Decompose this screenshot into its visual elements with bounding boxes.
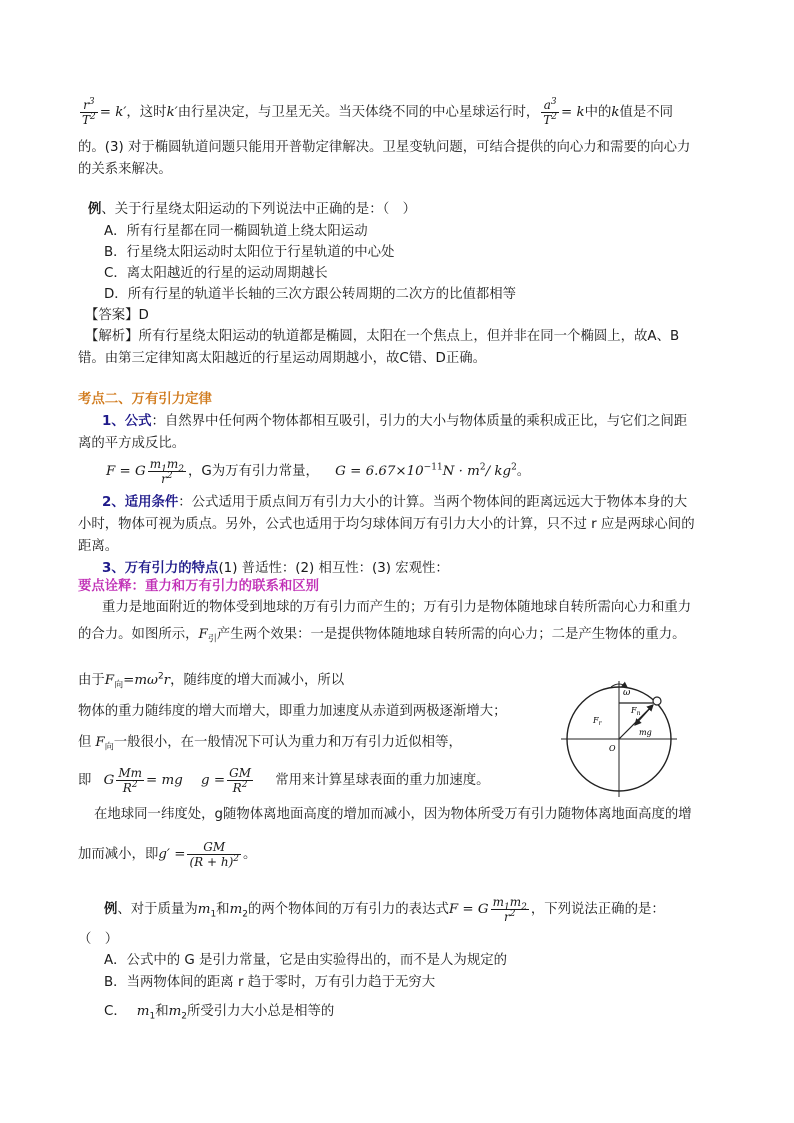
fraction-Mm-R2: $\frac{Mm}{R^2}$ xyxy=(118,765,143,795)
kepler-line-2: 的。(3) 对于椭圆轨道问题只能用开普勒定律解决。卫星变轨问题，可结合提供的向心力和需要的向心力 xyxy=(78,140,691,155)
gravitation-formula: F = G $\frac{m_1m_2}{r^2}$ ，G为万有引力常量， $G = 6.67\times 10^{-11}N \cdot m^2/$ $kg^2$。 xyxy=(106,456,531,486)
example-2-option-c: C． $m_1$和$m_2$所受引力大小总是相等的 xyxy=(104,1004,335,1022)
fr-label: $F_r$ xyxy=(593,716,602,727)
example-2-option-a: A．公式中的 G 是引力常量，它是由实验得出的，而不是人为规定的 xyxy=(104,953,507,968)
fraction-GM-R2: $\frac{GM}{R^2}$ xyxy=(229,765,251,795)
formula-paragraph-2: 离的平方成反比。 xyxy=(78,436,186,451)
example-2-question: 例、对于质量为$m_1$和$m_2$的两个物体间的万有引力的表达式F = G $\frac{m_1m_2}{r^2}$ ，下列说法正确的是： xyxy=(104,894,665,924)
earth-diagram-svg xyxy=(553,679,693,801)
mg-label: mg xyxy=(639,728,652,737)
example-1-option-c: C．离太阳越近的行星的运动周期越长 xyxy=(104,266,328,281)
applicability-paragraph-2: 小时，物体可视为质点。另外，公式也适用于均匀球体间万有引力大小的计算，只不过 r 应是两球心间的 xyxy=(78,517,695,532)
origin-label: O xyxy=(609,744,616,753)
g-constant: $G = 6.67\times 10^{-11}N \cdot m^2/$ $kg^2$ xyxy=(335,462,517,479)
fraction-GM-Rh2: $\frac{GM}{(R + h)^2}$ xyxy=(189,839,239,869)
example-1-analysis-1: 【解析】所有行星绕太阳运动的轨道都是椭圆，太阳在一个焦点上，但并非在同一个椭圆上，故A、B xyxy=(85,329,680,344)
characteristics-line: 3、万有引力的特点(1) 普适性：(2) 相互性：(3) 宏观性： xyxy=(102,561,449,576)
example-1-option-a: A．所有行星都在同一椭圆轨道上绕太阳运动 xyxy=(104,224,368,239)
fraction-a3-T2: $\frac{a^3}{T^2}$ xyxy=(543,96,558,127)
gravity-paragraph-2: 的合力。如图所示，$F_引$产生两个效果：一是提供物体随地球自转所需的向心力；二是产生物体的重力。 xyxy=(78,627,686,645)
fraction-r3-T2: $\frac{r^3}{T^2}$ xyxy=(82,96,96,127)
fraction-m1m2-r2-example: $\frac{m_1m_2}{r^2}$ xyxy=(492,894,527,924)
kepler-eq: = k′ xyxy=(99,105,127,120)
example-1-question: 例、关于行星绕太阳运动的下列说法中正确的是：（ ） xyxy=(88,202,417,217)
object-mass xyxy=(653,697,661,705)
example-1-analysis-2: 错。由第三定律知离太阳越近的行星运动周期越小，故C错、D正确。 xyxy=(78,351,486,366)
applicability-paragraph-1: 2、适用条件：公式适用于质点间万有引力大小的计算。当两个物体间的距离远远大于物体本身的大 xyxy=(102,495,688,510)
kepler-line-1: $\frac{r^3}{T^2}$ = k′，这时k′由行星决定，与卫星无关。当天体绕不同的中心星球运行时， $\frac{a^3}{T^2}$ = k中的k值是不同 xyxy=(82,96,674,127)
fraction-m1m2-r2: $\frac{m_1m_2}{r^2}$ xyxy=(149,456,184,486)
height-paragraph-2: 加而减小，即g′ = $\frac{GM}{(R + h)^2}$ 。 xyxy=(78,839,257,869)
kepler-text: ，这时 xyxy=(126,105,167,120)
latitude-line-2: 物体的重力随纬度的增大而增大，即重力加速度从赤道到两极逐渐增大； xyxy=(78,704,507,719)
gravity-paragraph-1: 重力是地面附近的物体受到地球的万有引力而产生的；万有引力是物体随地球自转所需向心力和重力 xyxy=(102,600,692,615)
example-2-paren: （ ） xyxy=(78,932,119,947)
example-1-option-d: D．所有行星的轨道半长轴的三次方跟公转周期的二次方的比值都相等 xyxy=(104,287,517,302)
kepler-line-3: 的关系来解决。 xyxy=(78,162,172,177)
earth-gravity-figure xyxy=(553,679,693,801)
formula-paragraph-1: 1、公式：自然界中任何两个物体都相互吸引，引力的大小与物体质量的乘积成正比，与它们之间距 xyxy=(102,414,688,429)
gravity-equation: 即 G $\frac{Mm}{R^2}$ = mg g = $\frac{GM}{R^2}$ 常用来计算星球表面的重力加速度。 xyxy=(78,765,490,795)
example-1-answer: 【答案】D xyxy=(85,308,149,323)
latitude-line-3: 但 $F_向$一般很小，在一般情况下可认为重力和万有引力近似相等， xyxy=(78,735,462,753)
key-point-heading: 要点诠释：重力和万有引力的联系和区别 xyxy=(78,579,320,594)
example-2-option-b: B．当两物体间的距离 r 趋于零时，万有引力趋于无穷大 xyxy=(104,975,436,990)
latitude-line-1: 由于$F_向=m\omega^2r$，随纬度的增大而减小，所以 xyxy=(78,671,345,691)
fn-label: $F_n$ xyxy=(631,706,641,717)
section-2-title: 考点二、万有引力定律 xyxy=(78,392,212,407)
omega-label: ω xyxy=(623,688,631,698)
height-paragraph-1: 在地球同一纬度处，g随物体离地面高度的增加而减小，因为物体所受万有引力随物体离地面高度的增 xyxy=(94,807,692,822)
example-1-option-b: B．行星绕太阳运动时太阳位于行星轨道的中心处 xyxy=(104,245,395,260)
applicability-paragraph-3: 距离。 xyxy=(78,539,119,554)
